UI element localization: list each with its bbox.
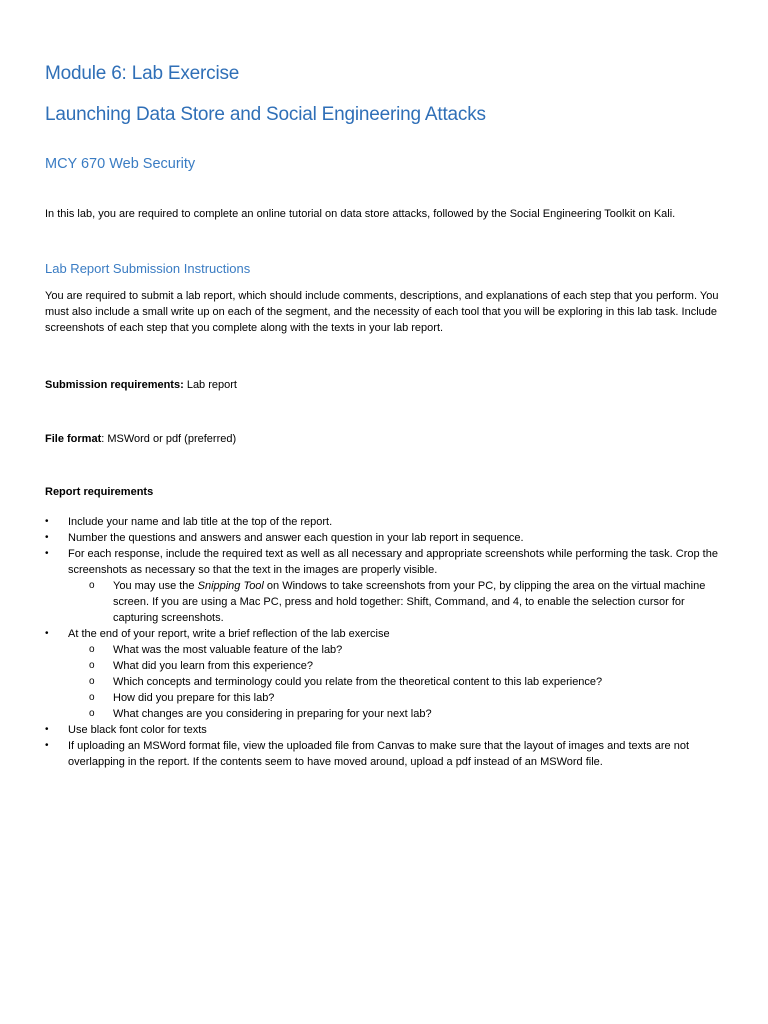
sub-item-italic-text: Snipping Tool bbox=[197, 580, 264, 592]
list-item-text: Include your name and lab title at the top of the report. bbox=[68, 516, 333, 528]
list-item-text: Number the questions and answers and answer each question in your lab report in sequence. bbox=[68, 532, 524, 544]
circle-bullet-icon: o bbox=[89, 580, 95, 591]
sub-list bbox=[68, 578, 725, 626]
sub-list-item bbox=[68, 706, 725, 722]
list-item-text: For each response, include the required text as well as all necessary and appropriate screenshots while performing the task. Crop the screenshots as necessary so that the text in the images are properly visible. bbox=[68, 548, 718, 576]
list-item bbox=[45, 738, 725, 770]
list-item bbox=[45, 546, 725, 626]
circle-bullet-icon: o bbox=[89, 708, 95, 719]
bullet-icon: • bbox=[45, 516, 49, 527]
bullet-icon: • bbox=[45, 740, 49, 751]
bullet-icon: • bbox=[45, 724, 49, 735]
sub-list-item bbox=[68, 578, 725, 626]
sub-list-item bbox=[68, 674, 725, 690]
sub-item-text: What was the most valuable feature of the lab? bbox=[113, 644, 343, 656]
file-format-value: : MSWord or pdf (preferred) bbox=[101, 433, 237, 445]
sub-list-item bbox=[68, 658, 725, 674]
report-requirements-list bbox=[45, 514, 725, 770]
bullet-icon: • bbox=[45, 628, 49, 639]
list-item-text: Use black font color for texts bbox=[68, 724, 207, 736]
list-item bbox=[45, 626, 725, 722]
sub-item-text: How did you prepare for this lab? bbox=[113, 692, 275, 704]
file-format-label: File format bbox=[45, 433, 102, 445]
module-title: Module 6: Lab Exercise bbox=[45, 63, 240, 84]
report-requirements-heading: Report requirements bbox=[45, 486, 154, 498]
list-item bbox=[45, 514, 725, 530]
sub-item-text: Which concepts and terminology could you relate from the theoretical content to this lab experience? bbox=[113, 676, 603, 688]
list-item-text: At the end of your report, write a brief reflection of the lab exercise bbox=[68, 628, 390, 640]
submission-requirements-value: Lab report bbox=[183, 379, 237, 391]
file-format-line bbox=[45, 431, 236, 447]
submission-paragraph: You are required to submit a lab report, which should include comments, descriptions, and explanations of each step that you perform. You must also include a small write up on each of the segment, and the necessity of each tool that you will be exploring in this lab task. Include screenshots of each step that you complete along with the texts in your lab report. bbox=[45, 290, 719, 335]
list-item bbox=[45, 722, 725, 738]
sub-item-text: What changes are you considering in preparing for your next lab? bbox=[113, 708, 432, 720]
sub-list-item bbox=[68, 642, 725, 658]
circle-bullet-icon: o bbox=[89, 660, 95, 671]
course-title: MCY 670 Web Security bbox=[45, 156, 196, 172]
intro-paragraph: In this lab, you are required to complete an online tutorial on data store attacks, followed by the Social Engineering Toolkit on Kali. bbox=[45, 208, 676, 220]
sub-item-text: What did you learn from this experience? bbox=[113, 660, 313, 672]
circle-bullet-icon: o bbox=[89, 692, 95, 703]
submission-instructions-heading: Lab Report Submission Instructions bbox=[45, 261, 251, 276]
sub-list-item bbox=[68, 690, 725, 706]
sub-item-text: You may use the bbox=[113, 580, 198, 592]
bullet-icon: • bbox=[45, 548, 49, 559]
list-item bbox=[45, 530, 725, 546]
list-item-text: If uploading an MSWord format file, view the uploaded file from Canvas to make sure that the layout of images and texts are not overlapping in the report. If the contents seem to have moved around, upload a pdf instead of an MSWord file. bbox=[68, 740, 690, 768]
submission-requirements-line bbox=[45, 377, 237, 393]
sub-list bbox=[68, 642, 725, 722]
lab-title: Launching Data Store and Social Engineering Attacks bbox=[45, 104, 486, 125]
circle-bullet-icon: o bbox=[89, 676, 95, 687]
circle-bullet-icon: o bbox=[89, 644, 95, 655]
sub-item-text: on Windows to take screenshots from your PC, by clipping the area on the virtual machine screen. If you are using a Mac PC, press and hold together: Shift, Command, and 4, to enable the selection cursor for capturing screenshots. bbox=[113, 580, 706, 624]
bullet-icon: • bbox=[45, 532, 49, 543]
submission-requirements-label: Submission requirements: bbox=[45, 379, 184, 391]
